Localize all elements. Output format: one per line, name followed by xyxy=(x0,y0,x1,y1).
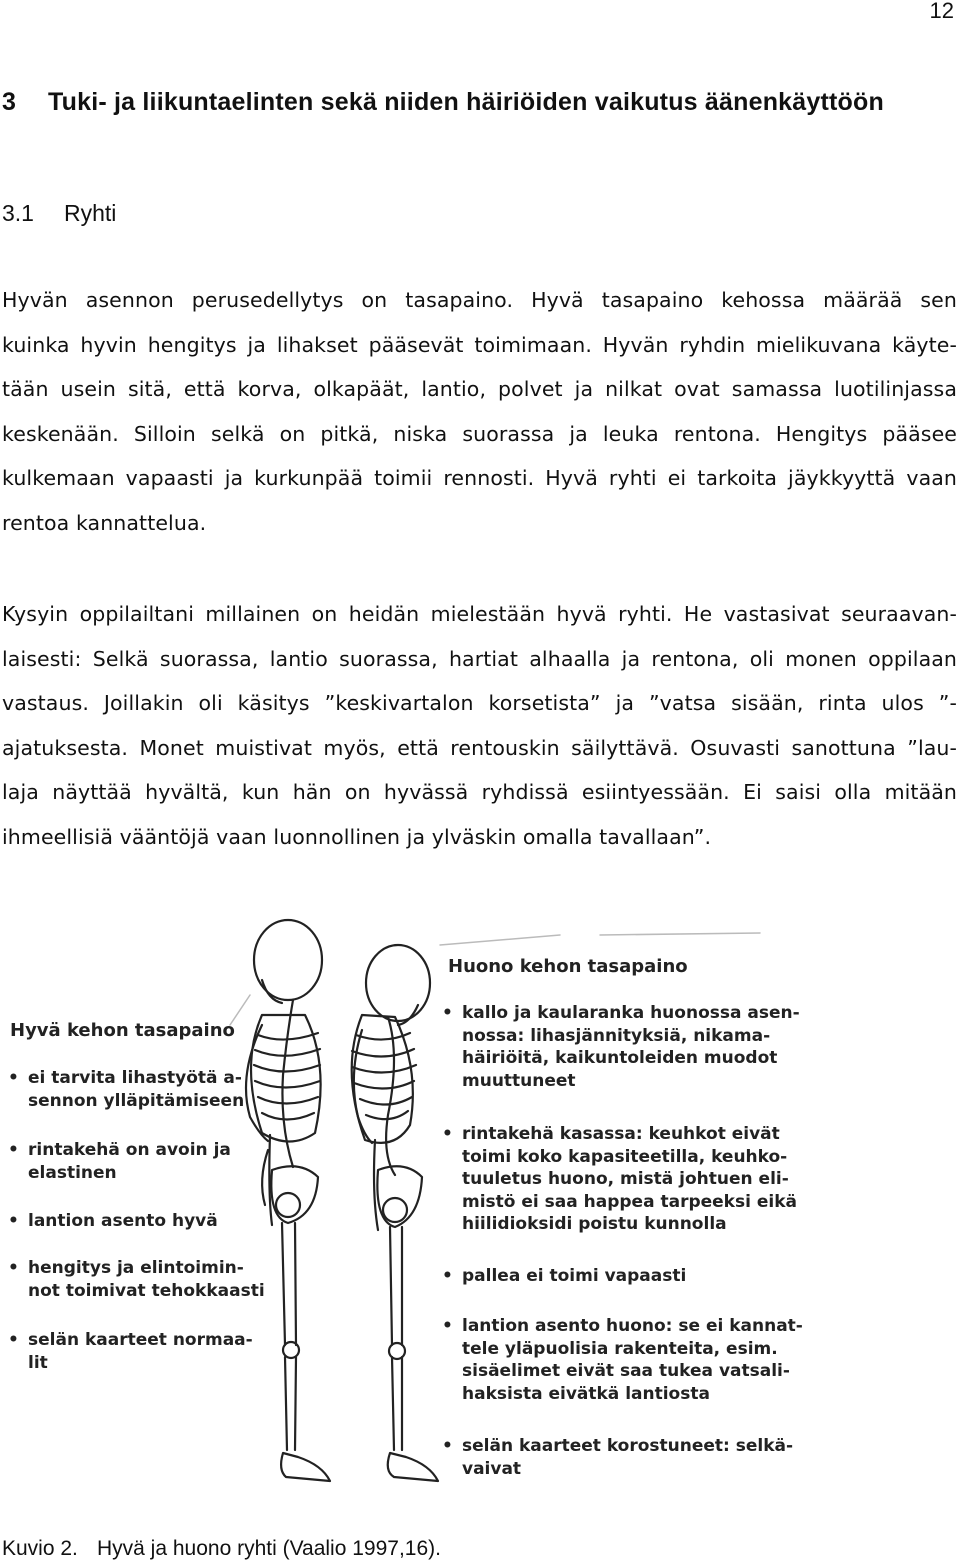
paragraph-line: vastaus. Joillakin oli käsitys ”keskivartalon korsetista” ja ”vatsa sisään, rinta ulos ”- xyxy=(2,691,957,715)
good-item xyxy=(28,1139,231,1184)
poor-item-line: haksista eivätkä lantiosta xyxy=(462,1383,710,1404)
poor-balance-title: Huono kehon tasapaino xyxy=(448,956,688,977)
good-item-line: not toimivat tehokkaasti xyxy=(28,1280,265,1301)
poor-item-line: hiilidioksidi poistu kunnolla xyxy=(462,1214,727,1234)
good-item-line: • lantion asento hyvä xyxy=(28,1211,218,1231)
good-item-line: • ei tarvita lihastyötä a- xyxy=(28,1068,242,1088)
chapter-heading xyxy=(2,88,884,117)
good-item-line: • hengitys ja elintoimin- xyxy=(28,1258,244,1278)
good-item xyxy=(28,1257,265,1302)
paragraph-line: Kysyin oppilailtani millainen on heidän mielestään hyvä ryhti. He vastasivat seuraavan- xyxy=(2,602,957,626)
figure-caption xyxy=(2,1537,441,1561)
poor-item-line: tele yläpuolisia rakenteita, esim. xyxy=(462,1338,778,1359)
paragraph-students xyxy=(2,592,957,859)
poor-item-line: sisäelimet eivät saa tukea vatsali- xyxy=(462,1361,790,1381)
good-item-line: elastinen xyxy=(28,1162,117,1183)
good-item-line: • selän kaarteet normaa- xyxy=(28,1330,253,1350)
paragraph-line: kuinka hyvin hengitys ja lihakset pääsevät toimimaan. Hyvän ryhdin mielikuvana käyte- xyxy=(2,332,957,357)
poor-item-line: tuuletus huono, mistä johtuen eli- xyxy=(462,1169,789,1189)
poor-item-line: nossa: lihasjännityksiä, nikama- xyxy=(462,1025,771,1046)
poor-item xyxy=(462,1002,800,1092)
poor-item-line: häiriöitä, kaikuntoleiden muodot xyxy=(462,1048,778,1068)
poor-item xyxy=(462,1435,793,1480)
paragraph-line: kulkemaan vapaasti ja kurkunpää toimii rennosti. Hyvä ryhti ei tarkoita jäykkyyttä vaan xyxy=(2,466,957,490)
poor-item-line: • rintakehä kasassa: keuhkot eivät xyxy=(462,1124,780,1144)
caption-label: Kuvio 2. xyxy=(2,1537,78,1560)
section-number: 3.1 xyxy=(2,200,34,226)
paragraph-posture xyxy=(2,278,957,545)
poor-item-line: • pallea ei toimi vapaasti xyxy=(462,1266,687,1286)
paragraph-line: laja näyttää hyvältä, kun hän on hyvässä ryhdissä esiintyessään. Ei saisi olla mitään xyxy=(2,780,957,804)
paragraph-line: Hyvän asennon perusedellytys on tasapaino. Hyvä tasapaino kehossa määrää sen xyxy=(2,288,957,312)
chapter-title: Tuki- ja liikuntaelinten sekä niiden häiriöiden vaikutus äänenkäyttöön xyxy=(48,88,884,116)
good-balance-title: Hyvä kehon tasapaino xyxy=(10,1020,235,1041)
paragraph-line: ajatuksesta. Monet muistivat myös, että rentouskin säilyttävä. Osuvasti sanottuna ”lau- xyxy=(2,735,957,760)
good-item-line: sennon ylläpitämiseen xyxy=(28,1090,245,1111)
poor-item-line: toimi koko kapasiteetilla, keuhko- xyxy=(462,1146,788,1167)
paragraph-line: rentoa kannattelua. xyxy=(2,510,207,535)
good-item xyxy=(28,1067,244,1112)
poor-item-line: mistö ei saa happea tarpeeksi eikä xyxy=(462,1191,797,1212)
caption-text: Hyvä ja huono ryhti (Vaalio 1997,16). xyxy=(97,1537,441,1560)
good-item xyxy=(28,1329,253,1374)
poor-item-line: • kallo ja kaularanka huonossa asen- xyxy=(462,1003,800,1023)
poor-item-line: • lantion asento huono: se ei kannat- xyxy=(462,1316,803,1336)
poor-item-line: vaivat xyxy=(462,1458,522,1479)
section-heading xyxy=(2,200,116,227)
poor-item xyxy=(462,1265,686,1288)
paragraph-line: ihmeellisiä vääntöjä vaan luonnollinen ja ylväskin omalla tavallaan”. xyxy=(2,824,712,849)
good-item xyxy=(28,1210,218,1233)
posture-figure xyxy=(0,905,960,1490)
poor-item xyxy=(462,1315,803,1405)
poor-item-line: • selän kaarteet korostuneet: selkä- xyxy=(462,1436,794,1456)
good-item-line: • rintakehä on avoin ja xyxy=(28,1140,231,1160)
poor-item xyxy=(462,1123,797,1236)
section-title: Ryhti xyxy=(64,200,117,226)
paragraph-line: laisesti: Selkä suorassa, lantio suorassa, hartiat alhaalla ja rentona, oli monen oppilaan xyxy=(2,646,957,671)
chapter-number: 3 xyxy=(2,88,17,116)
poor-posture-skeleton xyxy=(352,945,438,1481)
poor-item-line: muuttuneet xyxy=(462,1070,576,1091)
page-number: 12 xyxy=(929,0,954,23)
good-item-line: lit xyxy=(28,1352,48,1373)
paragraph-line: tään usein sitä, että korva, olkapäät, lantio, polvet ja nilkat ovat samassa luotilinjassa xyxy=(2,377,957,401)
good-posture-skeleton xyxy=(246,920,330,1481)
paragraph-line: keskenään. Silloin selkä on pitkä, niska suorassa ja leuka rentona. Hengitys pääsee xyxy=(2,421,957,446)
